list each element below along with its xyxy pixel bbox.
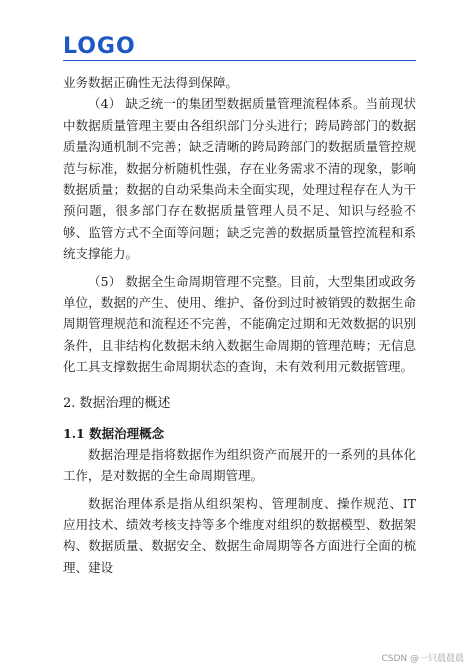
paragraph-item-5: （5） 数据全生命周期管理不完整。目前，大型集团或政务单位，数据的产生、使用、维护、备份到过时被销毁的数据生命周期管理规范和流程还不完善，不能确定过期和无效数据的识别条件，且非结构化数据未纳入数据生命周期的管理范畴；无信息化工具支撑数据生命周期状态的查询，未有效利用元数据管理。 (63, 273, 416, 375)
document-body (63, 72, 416, 578)
paragraph-system: 数据治理体系是指从组织架构、管理制度、操作规范、IT 应用技术、绩效考核支持等多个维度对组织的数据模型、数据架构、数据质量、数据安全、数据生命周期等各方面进行全面的梳理、建设 (63, 495, 416, 575)
paragraph-definition: 数据治理是指将数据作为组织资产而展开的一系列的具体化工作，是对数据的全生命周期管理。 (63, 446, 416, 484)
logo: LOGO (63, 34, 136, 59)
page-header (0, 0, 474, 72)
header-rule (63, 60, 416, 61)
paragraph-item-4: （4） 缺乏统一的集团型数据质量管理流程体系。当前现状中数据质量管理主要由各组织部门分头进行；跨局跨部门的数据质量沟通机制不完善；缺乏清晰的跨局跨部门的数据质量管控规范与标准，数据分析随机性强，存在业务需求不清的现象，影响数据质量；数据的自动采集尚未全面实现，处理过程存在人为干预问题，很多部门存在数据质量管理人员不足、知识与经验不够、监管方式不全面等问题；缺乏完善的数据质量管控流程和系统支撑能力。 (63, 96, 416, 262)
paragraph-continuation: 业务数据正确性无法得到保障。 (63, 75, 239, 90)
watermark: CSDN @一只晨晨晨 (381, 654, 464, 664)
subsection-heading: 1.1 数据治理概念 (63, 425, 165, 441)
section-heading: 2. 数据治理的概述 (63, 395, 171, 411)
